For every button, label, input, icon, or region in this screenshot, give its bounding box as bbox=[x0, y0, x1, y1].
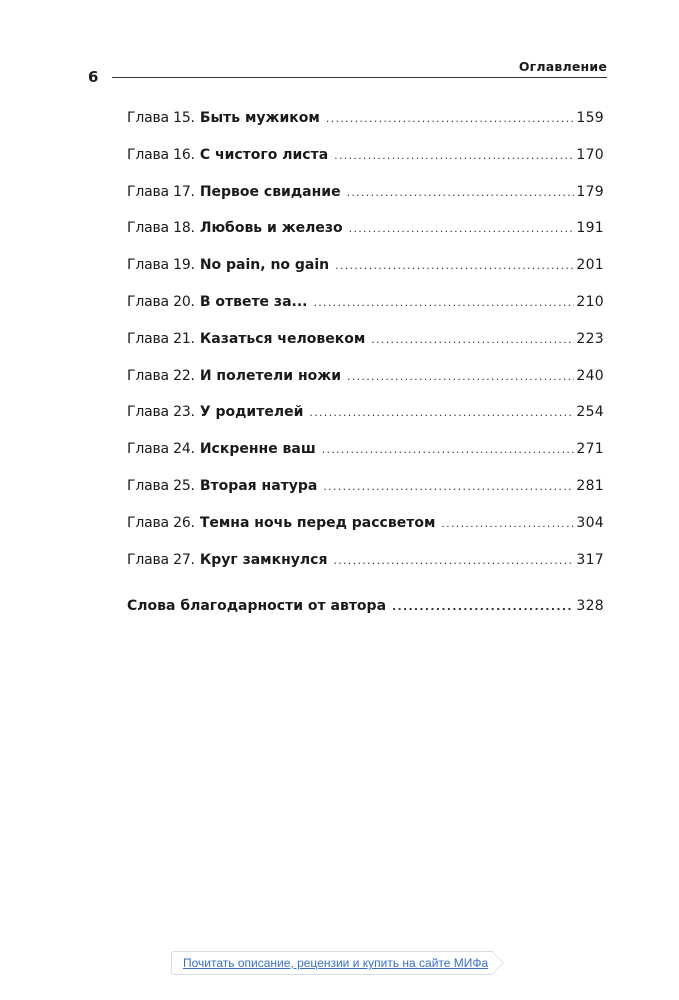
dot-leader bbox=[322, 443, 575, 456]
chapter-title: Вторая натура bbox=[199, 477, 318, 494]
header-rule bbox=[112, 77, 607, 78]
chapter-page: 271 bbox=[576, 441, 604, 458]
toc-entry-chapter-15 bbox=[127, 110, 604, 147]
chapter-label: Глава 15. bbox=[127, 110, 195, 126]
link-arrow-fill bbox=[492, 952, 503, 974]
toc-entry-chapter-23 bbox=[127, 404, 604, 441]
chapter-page: 170 bbox=[576, 146, 604, 163]
acknowledgements-page: 328 bbox=[576, 598, 604, 615]
chapter-label: Глава 18. bbox=[127, 220, 195, 237]
chapter-page: 281 bbox=[576, 477, 604, 494]
chapter-label: Глава 22. bbox=[127, 367, 195, 384]
dot-leader bbox=[392, 600, 574, 613]
dot-leader bbox=[441, 517, 574, 530]
toc-entry-chapter-21 bbox=[127, 331, 604, 368]
toc-entry-chapter-24 bbox=[127, 441, 604, 478]
dot-leader bbox=[323, 480, 574, 493]
chapter-label: Глава 25. bbox=[127, 477, 195, 494]
buy-on-mif-link[interactable]: Почитать описание, рецензии и купить на сайте МИФа bbox=[171, 951, 493, 975]
chapter-page: 254 bbox=[576, 404, 604, 421]
chapter-title: В ответе за... bbox=[199, 293, 308, 310]
toc-entry-chapter-16 bbox=[127, 147, 604, 184]
dot-leader bbox=[347, 370, 574, 383]
chapter-page: 223 bbox=[576, 330, 604, 347]
dot-leader bbox=[333, 554, 574, 567]
toc-entry-chapter-25 bbox=[127, 478, 604, 515]
chapter-label: Глава 26. bbox=[127, 514, 195, 531]
dot-leader bbox=[313, 296, 574, 309]
dot-leader bbox=[334, 149, 574, 162]
chapter-page: 317 bbox=[576, 551, 604, 568]
chapter-label: Глава 27. bbox=[127, 551, 195, 568]
chapter-page: 201 bbox=[576, 257, 604, 274]
table-of-contents bbox=[127, 110, 604, 635]
toc-entry-chapter-17 bbox=[127, 184, 604, 221]
dot-leader bbox=[347, 186, 575, 199]
chapter-label: Глава 19. bbox=[127, 257, 195, 274]
dot-leader bbox=[371, 333, 574, 346]
chapter-title: No pain, no gain bbox=[199, 257, 330, 274]
toc-entry-chapter-22 bbox=[127, 368, 604, 405]
chapter-label: Глава 24. bbox=[127, 441, 195, 458]
dot-leader bbox=[309, 406, 574, 419]
chapter-title: Быть мужиком bbox=[199, 110, 320, 126]
chapter-label: Глава 16. bbox=[127, 146, 195, 163]
chapter-label: Глава 23. bbox=[127, 404, 195, 421]
dot-leader bbox=[326, 112, 575, 125]
chapter-title: С чистого листа bbox=[199, 146, 329, 163]
chapter-title: Искренне ваш bbox=[199, 441, 316, 458]
section-title: Оглавление bbox=[518, 59, 607, 74]
chapter-title: Любовь и железо bbox=[199, 220, 343, 237]
toc-entry-chapter-26 bbox=[127, 515, 604, 552]
chapter-title: Первое свидание bbox=[199, 183, 341, 200]
chapter-page: 179 bbox=[576, 183, 604, 200]
chapter-page: 210 bbox=[576, 293, 604, 310]
chapter-title: У родителей bbox=[199, 404, 304, 421]
chapter-label: Глава 17. bbox=[127, 183, 195, 200]
chapter-title: Казаться человеком bbox=[199, 330, 366, 347]
chapter-title: И полетели ножи bbox=[199, 367, 342, 384]
toc-entry-chapter-27 bbox=[127, 552, 604, 589]
acknowledgements-title: Слова благодарности от автора bbox=[127, 598, 387, 615]
chapter-page: 191 bbox=[576, 220, 604, 237]
toc-entry-chapter-18 bbox=[127, 220, 604, 257]
chapter-page: 240 bbox=[576, 367, 604, 384]
chapter-title: Темна ночь перед рассветом bbox=[199, 514, 436, 531]
page-number: 6 bbox=[88, 68, 99, 86]
chapter-label: Глава 20. bbox=[127, 293, 195, 310]
chapter-page: 304 bbox=[576, 514, 604, 531]
toc-entry-acknowledgements bbox=[127, 598, 604, 635]
toc-entry-chapter-20 bbox=[127, 294, 604, 331]
chapter-page: 159 bbox=[576, 110, 604, 126]
dot-leader bbox=[335, 259, 574, 272]
dot-leader bbox=[349, 222, 575, 235]
chapter-label: Глава 21. bbox=[127, 330, 195, 347]
chapter-title: Круг замкнулся bbox=[199, 551, 328, 568]
toc-entry-chapter-19 bbox=[127, 257, 604, 294]
